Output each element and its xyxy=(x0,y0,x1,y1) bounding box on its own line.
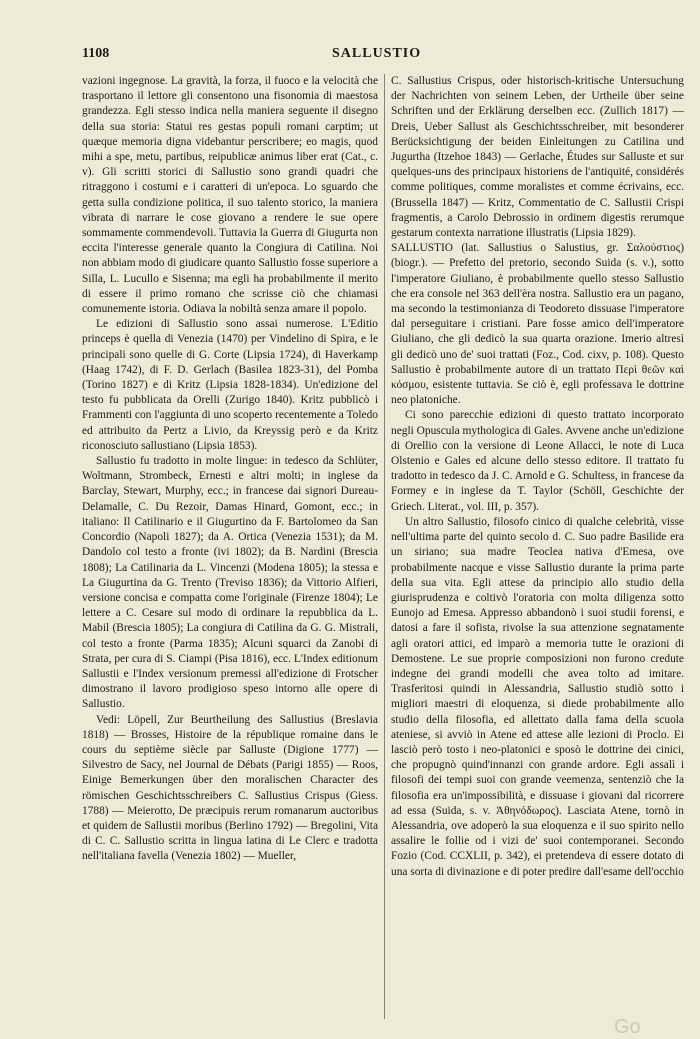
right-column xyxy=(391,74,684,1019)
paragraph: Vedi: Löpell, Zur Beurtheilung des Sallustius (Breslavia 1818) — Brosses, Histoire de la république romaine dans le cours du septième siècle par Salluste (Digione 1777) — Silvestro de Sacy, nel Journal de Débats (Parigi 1855) — Roos, Einige Bemerkungen über den moralischen Character des römischen Geschichtsschreibers C. Sallustius Crispus (Giess. 1788) — Meierotto, De præcipuis rerum romanarum auctoribus et quidem de Sallustii moribus (Berlino 1792) — Bregolini, Vita di C. C. Sallustio scritta in lingua latina di Le Clerc e tradotta nell'italiana favella (Venezia 1802) — Mueller, xyxy=(82,713,378,863)
paragraph: Sallustio fu tradotto in molte lingue: in tedesco da Schlüter, Woltmann, Strombeck, Ernesti e altri molti; in inglese da Barclay, Stewart, Murphy, ecc.; in francese dai signori Dureau-Delamalle, C. Du Rezoir, Damas Hinard, Gomont, ecc.; in italiano: Il Catilinario e il Giugurtino da F. Bartolomeo da San Concordio (Napoli 1827); da A. Ortica (Venezia 1531); da M. Dandolo col testo a fronte (ivi 1802); da B. Nardini (Brescia 1808); La Catilinaria da L. Vincenzi (Modena 1805); la stessa e La Giugurtina da G. Trento (Treviso 1836); da Vittorio Alfieri, versione concisa e compatta come l'originale (Firenze 1804); Le lettere a C. Cesare sul modo di ordinare la repubblica da L. Mabil (Brescia 1805); La congiura di Catilina da G. G. Mistrali, col testo a fronte (Parma 1835); Alcuni squarci da Zanobi di Strata, per cura di S. Ciampi (Pisa 1816), ecc. L'Index editionum Sallustii e l'Index versionum premessi all'edizione di Frotscher dimostrano il lavoro prodigioso speso intorno alle opere di Sallustio. xyxy=(82,455,378,711)
paragraph: Ci sono parecchie edizioni di questo trattato incorporato negli Opuscula mythologica di Gales. Avvene anche un'edizione di Orellio con la versione di Leone Allacci, le note di Luca Olstenio e Gales ed alcune dello stesso editore. Il trattato fu tradotto in tedesco da J. C. Arnold e G. Schultess, in francese da Formey e in inglese da T. Taylor (Schöll, Geschichte der Griech. Literat., vol. III, p. 357). xyxy=(391,409,684,513)
column-rule xyxy=(384,74,385,1019)
page-number: 1108 xyxy=(82,46,110,61)
paragraph: Un altro Sallustio, filosofo cinico di qualche celebrità, visse nell'ultima parte del quinto secolo d. C. Suo padre Basilide era un siriano; sua madre Teoclea nativa d'Emesa, ove probabilmente nacque e visse Sallustio durante la prima parte della sua vita. Egli attese da principio allo studio della giurisprudenza e coltivò l'oratoria con molta diligenza sotto Eunojo ad Emesa. Appresso abbandonò i suoi studii forensi, e datosi a fare il sofista, rivolse la sua attenzione segnatamente agli oratori attici, ed imparò a memoria tutte le orazioni di Demostene. Le sue proprie composizioni non furono credute indegne dei grandi modelli che avea tolto ad imitare. Trasferitosi quindi in Alessandria, Sallustio studiò sotto i migliori maestri di eloquenza, si diede probabilmente allo studio della filosofia, ed allettato dalla fama della scuola ateniese, si avviò in Atene ed attese alle lezioni di Proclo. Ei lasciò però tosto i neo-platonici e sposò le dottrine dei cinici, che propugnò quind'innanzi con grande ardore. Egli assalì i filosofi dei tempi suoi con grande veemenza, sentenziò che la filosofia era un'impossibilità, e dissuase i giovani dal ricorrere ad essa (Suida, s. v. Ἀθηνόδωρος). Lasciata Atene, tornò in Alessandria, ove adoperò la sua eloquenza e il suo spirito nello assalire le follie od i vizi de' suoi contemporanei. Secondo Fozio (Cod. CCXLII, p. 342), ei pretendeva di essere dotato di una sorta di divinazione e di poter predire dall'esame dell'occhio xyxy=(391,515,684,878)
entry-paragraph: SALLUSTIO (lat. Sallustius o Salustius, gr. Σαλούστιος) (biogr.). — Prefetto del pretorio, secondo Suida (s. v.), sotto l'imperatore Giuliano, è probabilmente quello stesso Sallustio che era console nel 363 dell'èra nostra. Sallustio era un pagano, ma secondo la testimonianza di Teodoreto dissuase l'imperatore dal perseguitare i cristiani. Pare fosse amico dell'imperatore Giuliano, che gli dedicò la sua quarta orazione. Imerio altresì gli dedicò uno de' suoi trattati (Foz., Cod. cixv, p. 108). Questo Sallustio è probabilmente autore di un trattato Περὶ θεῶν καὶ κόσμου, esistente tuttavia. Se ciò è, egli professava le dottrine neo platoniche. xyxy=(391,242,684,407)
page-header xyxy=(82,46,682,68)
paragraph: Le edizioni di Sallustio sono assai numerose. L'Editio princeps è quella di Venezia (1470) per Vindelino di Spira, e le principali sono quelle di G. Corte (Lipsia 1724), di Haverkamp (Haag 1742), di F. D. Gerlach (Basilea 1823-31), del Pomba (Torino 1827) e di Kritz (Lipsia 1828-1834). Un'edizione del testo fu pubblicata da Orelli (Zurigo 1840). Kritz pubblicò i Frammenti con l'aggiunta di uno scoperto recentemente a Toledo ed attribuito da Pertz a Livio, da Kreyssig però e da Kritz riconosciuto sallustiano (Lipsia 1853). xyxy=(82,318,378,452)
left-column xyxy=(82,74,378,1019)
running-title: SALLUSTIO xyxy=(332,46,422,61)
paragraph: C. Sallustius Crispus, oder historisch-kritische Untersuchung der Nachrichten von seinem Leben, der Urtheile über seine Schriften und der Erklärung derselben ecc. (Zullich 1817) — Dreis, Ueber Sallust als Geschichtsschreiber, mit besonderer Berücksichtigung der beiden Einleitungen zu Catilina und Jugurtha (Itzehoe 1843) — Gerlache, Études sur Salluste et sur quelques-uns des principaux historiens de l'antiquité, considérés comme politiques, comme moralistes et comme écrivains, ecc. (Brussella 1847) — Kritz, Commentatio de C. Sallustii Crispi fragmentis, a Carolo Debrossio in ordinem digestis rerumque gestarum contexta narratione illustratis (Lipsia 1829). xyxy=(391,75,684,240)
paragraph: vazioni ingegnose. La gravità, la forza, il fuoco e la velocità che trasportano il lettore gli consentono una fisonomia di maestosa grandezza. Egli stesso indica nella maniera seguente il disegno della sua storia: Statui res gestas populi romani carptim; ut quæque memoria digna videbantur perscribere; eo magis, quod mihi a spe, metu, partibus, reipublicæ animus liber erat (Cat., c. v). Gli scritti storici di Sallustio sono grandi quadri che ritraggono i costumi e i caratteri di un'epoca. Lo sguardo che getta sulla condizione politica, il suo talento storico, la maniera vibrata di narrare le cose giovano a rendere le sue opere sommamente commendevoli. Tuttavia la Guerra di Giugurta non eccita l'interesse generale quanto la Congiura di Catilina. Noi non abbiam modo di giudicare quanto Sallustio fosse superiore a Silla, L. Lucullo e Sisenna; ma egli ha probabilmente il merito di essere il primo romano che scrisse ciò che chiamasi comunemente istoria. Odiava la nobiltà senza amare il popolo. xyxy=(82,75,378,316)
watermark: Go xyxy=(614,1016,641,1038)
